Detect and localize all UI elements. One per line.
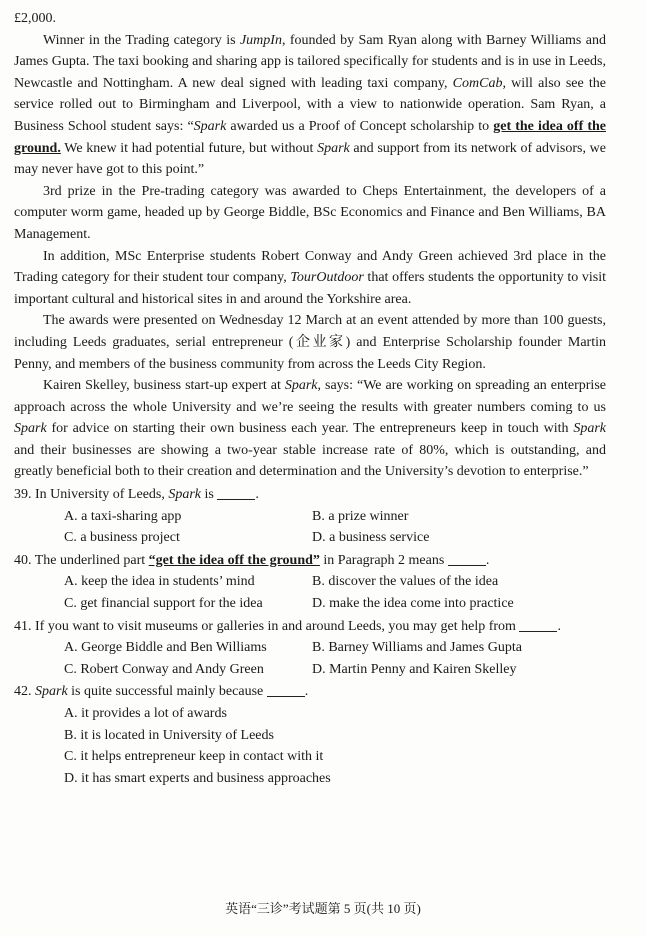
paragraph-6: Kairen Skelley, business start-up expert at Spark, says: “We are working on spreading an enterprise approach across the whole University and we’re seeing the results with greater numbers coming to us Spark for advice on starting their own business each year. The entrepreneurs keep in touch with Spark and their businesses are showing a two-year stable increase rate of 80%, which is outstanding, and greatly beneficial both to their creation and determination and the University’s devotion to enterprise.” bbox=[14, 378, 606, 480]
page-footer: 英语“三诊”考试题第 5 页(共 10 页) bbox=[225, 901, 421, 916]
question-42-stem: 42. Spark is quite successful mainly because . bbox=[14, 684, 309, 700]
option-42-a[interactable]: A. it provides a lot of awards bbox=[64, 706, 227, 721]
company-touroutdoor: TourOutdoor bbox=[290, 270, 364, 286]
reading-passage bbox=[14, 8, 606, 789]
option-41-b[interactable]: B. Barney Williams and James Gupta bbox=[312, 640, 522, 656]
company-jumpin: JumpIn bbox=[239, 32, 282, 48]
question-39-stem: 39. In University of Leeds, Spark is . bbox=[14, 487, 259, 503]
question-40-stem: 40. The underlined part “get the idea off the ground” in Paragraph 2 means . bbox=[14, 552, 490, 568]
question-39 bbox=[14, 484, 606, 549]
option-40-b[interactable]: B. discover the values of the idea bbox=[312, 574, 499, 590]
option-42-b[interactable]: B. it is located in University of Leeds bbox=[64, 727, 274, 743]
option-41-c[interactable]: C. Robert Conway and Andy Green bbox=[64, 661, 264, 677]
option-41-d[interactable]: D. Martin Penny and Kairen Skelley bbox=[312, 661, 517, 677]
option-41-a[interactable]: A. George Biddle and Ben Williams bbox=[64, 640, 267, 656]
option-40-c[interactable]: C. get financial support for the idea bbox=[64, 596, 263, 612]
option-39-d[interactable]: D. a business service bbox=[312, 530, 430, 546]
answer-blank[interactable] bbox=[217, 485, 255, 500]
option-40-d[interactable]: D. make the idea come into practice bbox=[312, 596, 514, 612]
option-39-c[interactable]: C. a business project bbox=[64, 530, 180, 546]
answer-blank[interactable] bbox=[519, 617, 557, 632]
question-40 bbox=[14, 550, 606, 615]
question-42 bbox=[14, 681, 606, 789]
top-line: £2,000. bbox=[14, 11, 56, 26]
question-41-stem: 41. If you want to visit museums or galleries in and around Leeds, you may get help from . bbox=[14, 618, 561, 634]
answer-blank[interactable] bbox=[448, 551, 486, 566]
paragraph-3: 3rd prize in the Pre-trading category was awarded to Cheps Entertainment, the developers of a computer worm game, headed up by George Biddle, BSc Economics and Finance and Ben Williams, BA Management. bbox=[14, 183, 606, 242]
paragraph-4: In addition, MSc Enterprise students Robert Conway and Andy Green achieved 3rd place in the Trading category for their student tour company, TourOutdoor that offers students the opportunity to visit important cultural and historical sites in and around the Yorkshire area. bbox=[14, 248, 606, 307]
paragraph-2: Winner in the Trading category is JumpIn, founded by Sam Ryan along with Barney Williams and James Gupta. The taxi booking and sharing app is tailored specifically for students and is in use in Leeds, Newcastle and Nottingham. A new deal signed with leading taxi company, ComCab, will also see the service rolled out to Birmingham and Liverpool, with a view to nationwide operation. Sam Ryan, a Business School student says: “Spark awarded us a Proof of Concept scholarship to get the idea off the ground. We knew it had potential future, but without Spark and support from its network of advisors, we may never have got to this point.” bbox=[14, 32, 607, 178]
option-39-b[interactable]: B. a prize winner bbox=[312, 508, 409, 524]
paragraph-5: The awards were presented on Wednesday 12 March at an event attended by more than 100 guests, including Leeds graduates, serial entrepreneur (企业家) and Enterprise Scholarship founder Martin Penny, and members of the business community from across the Leeds City Region. bbox=[14, 313, 606, 372]
option-39-a[interactable]: A. a taxi-sharing app bbox=[64, 508, 182, 524]
option-42-c[interactable]: C. it helps entrepreneur keep in contact with it bbox=[64, 749, 324, 765]
question-41 bbox=[14, 616, 606, 681]
option-42-d[interactable]: D. it has smart experts and business approaches bbox=[64, 770, 331, 786]
company-comcab: ComCab bbox=[452, 75, 503, 91]
underlined-phrase: get the idea off the ground. bbox=[14, 118, 606, 156]
answer-blank[interactable] bbox=[267, 682, 305, 697]
option-40-a[interactable]: A. keep the idea in students’ mind bbox=[64, 574, 255, 590]
